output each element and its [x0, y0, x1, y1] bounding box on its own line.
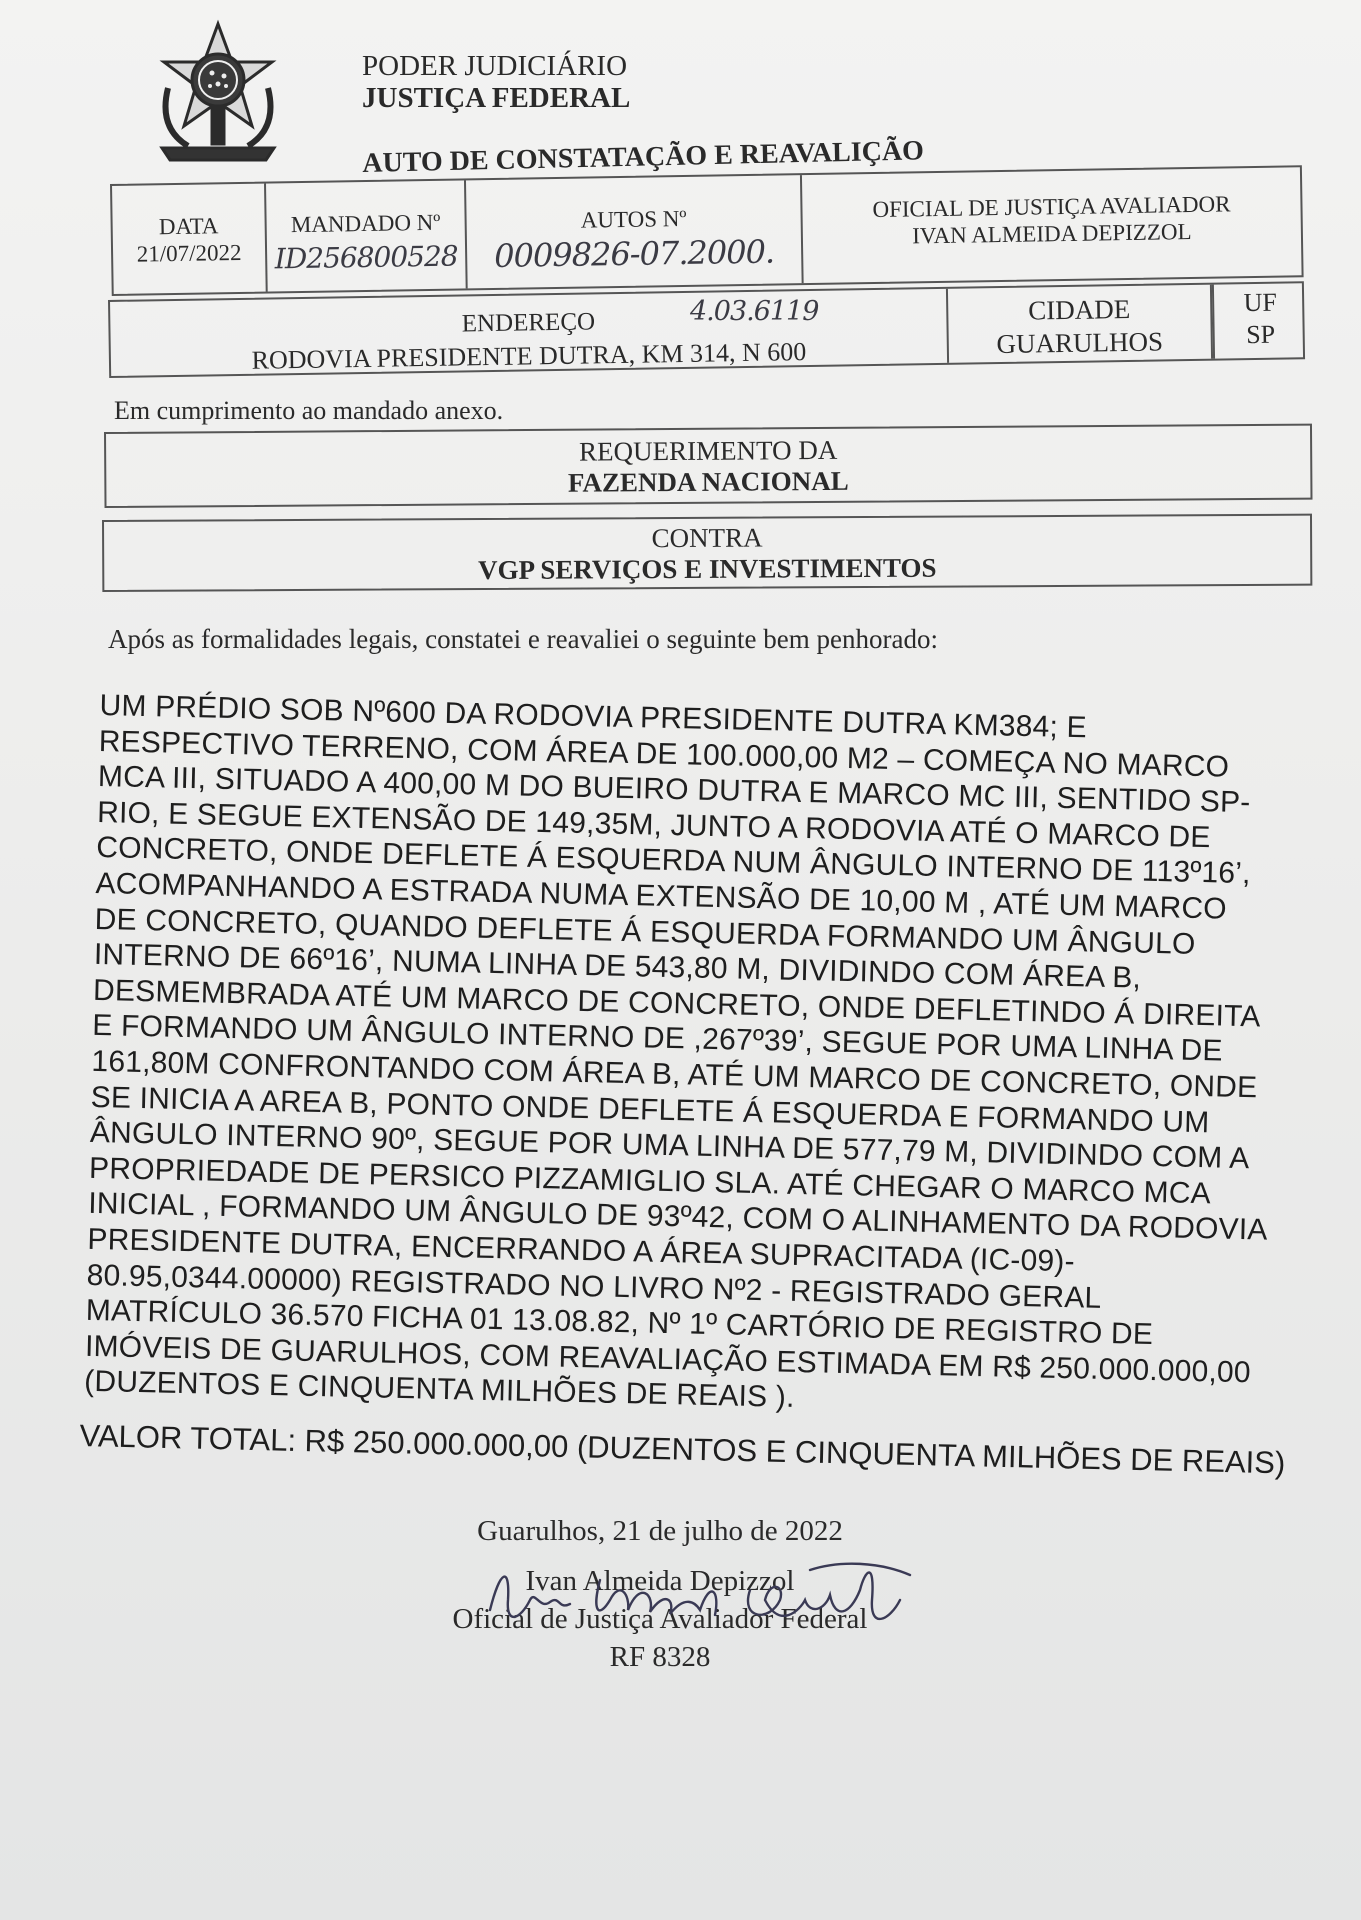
uf-value: SP: [1245, 319, 1276, 350]
handwritten-signature: [480, 1540, 920, 1650]
uf-label: UF: [1243, 287, 1278, 318]
brasao-da-republica-icon: [148, 18, 288, 168]
requerimento-box: [104, 424, 1313, 508]
data-label: DATA: [158, 213, 219, 240]
autos-value: 0009826-07.2000.: [493, 232, 775, 275]
cidade-cell: [948, 285, 1213, 363]
document-title: AUTO DE CONSTATAÇÃO E REAVALIÇÃO: [362, 135, 925, 179]
endereco-label: ENDEREÇO: [461, 308, 596, 338]
uf-cell: [1212, 283, 1307, 358]
info-table-row2: [108, 281, 1305, 378]
mandado-value: ID256800528: [274, 239, 458, 276]
intro-text: Após as formalidades legais, constatei e reavaliei o seguinte bem penhorado:: [108, 624, 938, 654]
endereco-cell: [110, 289, 949, 376]
signatory-role: Oficial de Justiça Avaliador Federal: [452, 1603, 868, 1635]
requerimento-label: REQUERIMENTO DA: [578, 434, 838, 467]
contra-box: [102, 514, 1312, 592]
oficial-name: IVAN ALMEIDA DEPIZZOL: [912, 219, 1192, 249]
signatory-rf: RF 8328: [609, 1641, 711, 1673]
mandado-label: MANDADO Nº: [290, 209, 441, 238]
autos-cell: [466, 175, 804, 288]
cidade-label: CIDADE: [1028, 293, 1131, 326]
signatory-name: Ivan Almeida Depizzol: [525, 1565, 795, 1597]
local-data: Guarulhos, 21 de julho de 2022: [477, 1515, 843, 1547]
mandado-cell: [266, 180, 468, 291]
oficial-label: OFICIAL DE JUSTIÇA AVALIADOR: [872, 191, 1231, 223]
header-justica-federal: JUSTIÇA FEDERAL: [362, 82, 631, 114]
endereco-value: RODOVIA PRESIDENTE DUTRA, KM 314, N 600: [251, 337, 807, 375]
autos-value-continuation: 4.03.6119: [690, 296, 819, 327]
info-table-row1: [110, 165, 1304, 296]
contra-label: CONTRA: [651, 522, 763, 554]
autos-label: AUTOS Nº: [580, 205, 687, 233]
header-poder-judiciario: PODER JUDICIÁRIO: [362, 50, 628, 82]
cidade-value: GUARULHOS: [996, 326, 1164, 360]
data-value: 21/07/2022: [136, 239, 242, 267]
data-cell: [112, 184, 268, 294]
requerimento-value: FAZENDA NACIONAL: [567, 465, 849, 498]
descricao-bem-penhorado: UM PRÉDIO SOB Nº600 DA RODOVIA PRESIDENTE DUTRA KM384; E RESPECTIVO TERRENO, COM ÁREA DE 100.000,00 M2 – COMEÇA NO MARCO MCA III, SITUADO A 400,00 M DO BUEIRO DUTRA E MARCO MC III, SENTIDO SP- RIO, E SEGUE EXTENSÃO DE 149,35M, JUNTO A RODOVIA ATÉ O MARCO DE CONCRETO, ONDE DEFLETE Á ESQUERDA NUM ÂNGULO INTERNO DE 113º16’, ACOMPANHANDO A ESTRADA NUMA EXTENSÃO DE 10,00 M , ATÉ UM MARCO DE CONCRETO, QUANDO DEFLETE Á ESQUERDA FORMANDO UM ÂNGULO INTERNO DE 66º16’, NUMA LINHA DE 543,80 M, DIVIDINDO COM ÁREA B, DESMEMBRADA ATÉ UM MARCO DE CONCRETO, ONDE DEFLETINDO Á DIREITA E FORMANDO UM ÂNGULO INTERNO DE ,267º39’, SEGUE POR UMA LINHA DE 161,80M CONFRONTANDO COM ÁREA B, ATÉ UM MARCO DE CONCRETO, ONDE SE INICIA A AREA B, PONTO ONDE DEFLETE Á ESQUERDA E FORMANDO UM ÂNGULO INTERNO 90º, SEGUE POR UMA LINHA DE 577,79 M, DIVIDINDO COM A PROPRIEDADE DE PERSICO PIZZAMIGLIO SLA. ATÉ CHEGAR O MARCO MCA INICIAL , FORMANDO UM ÂNGULO DE 93º42, COM O ALINHAMENTO DA RODOVIA PRESIDENTE DUTRA, ENCERRANDO A ÁREA SUPRACITADA (IC-09)- 80.95,0344.00000) REGISTRADO NO LIVRO Nº2 - REGISTRADO GERAL MATRÍCULO 36.570 FICHA 01 13.08.82, Nº 1º CARTÓRIO DE REGISTRO DE IMÓVEIS DE GUARULHOS, COM REAVALIAÇÃO ESTIMADA EM R$ 250.000.000,00 (DUZENTOS E CINQUENTA MILHÕES DE REAIS ).: [83, 688, 1268, 1415]
contra-value: VGP SERVIÇOS E INVESTIMENTOS: [477, 552, 937, 586]
oficial-cell: [802, 167, 1302, 283]
cumprimento-text: Em cumprimento ao mandado anexo.: [114, 396, 504, 425]
valor-total: VALOR TOTAL: R$ 250.000.000,00 (DUZENTOS E CINQUENTA MILHÕES DE REAIS): [79, 1418, 1286, 1481]
